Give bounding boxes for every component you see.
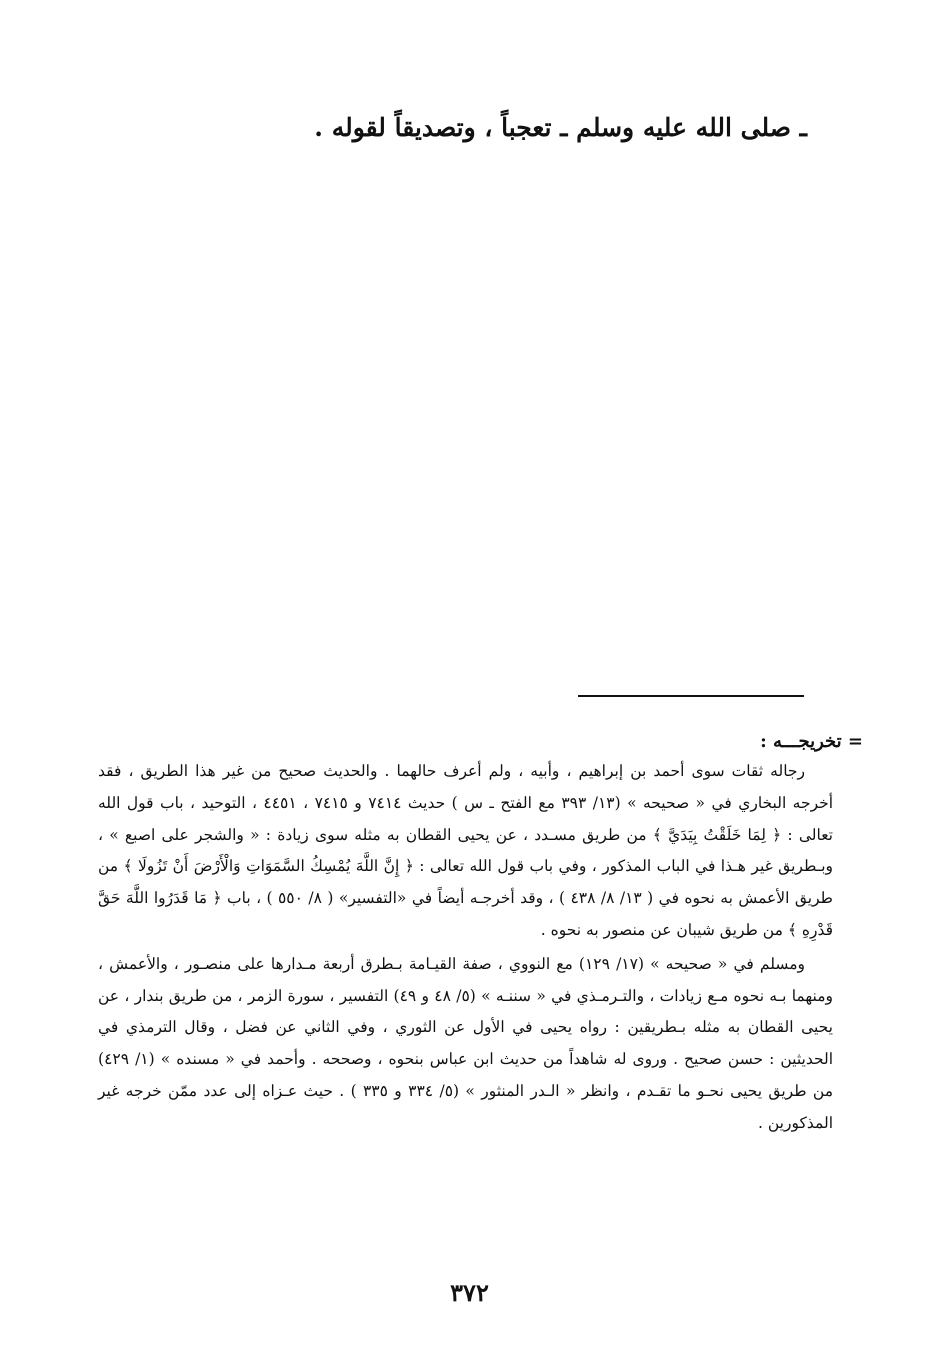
- footnote-block: [98, 728, 863, 1140]
- footnote-paragraph: [98, 949, 833, 1140]
- footnote-paragraph-text: رجاله ثقات سوى أحمد بن إبراهيم ، وأبيه ، ولم أعرف حالهما . والحديث صحيح من غير هذا الطريق ، فقد أخرجه البخاري في « صحيحه » (١٣/ ٣٩٣ مع الفتح ـ س ) حديث ٧٤١٤ و ٧٤١٥ ، ٤٤٥١ ، التوحيد ، باب قول الله تعالى : ﴿ لِمَا خَلَقْتُ بِيَدَيَّ ﴾ من طريق مسـدد ، عن يحيى القطان به مثله سوى زيادة : « والشجر على اصبع » ، وبـطريق غير هـذا في الباب المذكور ، وفي باب قول الله تعالى : ﴿ إِنَّ اللَّهَ يُمْسِكُ السَّمَوَاتِ وَالْأَرْضَ أَنْ تَزُولَا ﴾ من طريق الأعمش به نحوه في ( ١٣/ ٨/ ٤٣٨ ) ، وقد أخرجـه أيضاً في «التفسير» ( ٨/ ٥٥٠ ) ، باب ﴿ مَا قَدَرُوا اللَّهَ حَقَّ قَدْرِهِ ﴾ من طريق شيبان عن منصور به نحوه .: [98, 762, 834, 939]
- page-number: ٣٧٢: [450, 1278, 489, 1307]
- main-text-line: ـ صلى الله عليه وسلم ـ تعجباً ، وتصديقاً لقوله .: [314, 113, 807, 142]
- footnote-separator: [578, 695, 804, 697]
- footnote-heading: = تخريجـــه :: [760, 731, 863, 752]
- footnote-paragraph: [98, 756, 833, 947]
- footnote-paragraph-text: ومسلم في « صحيحه » (١٧/ ١٢٩) مع النووي ، صفة القيـامة بـطرق أربعة مـدارها على منصـور ، والأعمش ، ومنهما بـه نحوه مـع زيادات ، والتـرمـذي في « سننـه » (٥/ ٤٨ و ٤٩) التفسير ، سورة الزمر ، من طريق بندار ، عن يحيى القطان به مثله بـطريقين : رواه يحيى في الأول عن الثوري ، وفي الثاني عن فضل ، وقال الترمذي في الحديثين : حسن صحيح . وروى له شاهداً من حديث ابن عباس بنحوه ، وصححه . وأحمد في « مسنده » (١/ ٤٢٩) من طريق يحيى نحـو ما تقـدم ، وانظر « الـدر المنثور » (٥/ ٣٣٤ و ٣٣٥ ) . حيث عـزاه إلى عدد ممّن خرجه غير المذكورين .: [98, 954, 834, 1132]
